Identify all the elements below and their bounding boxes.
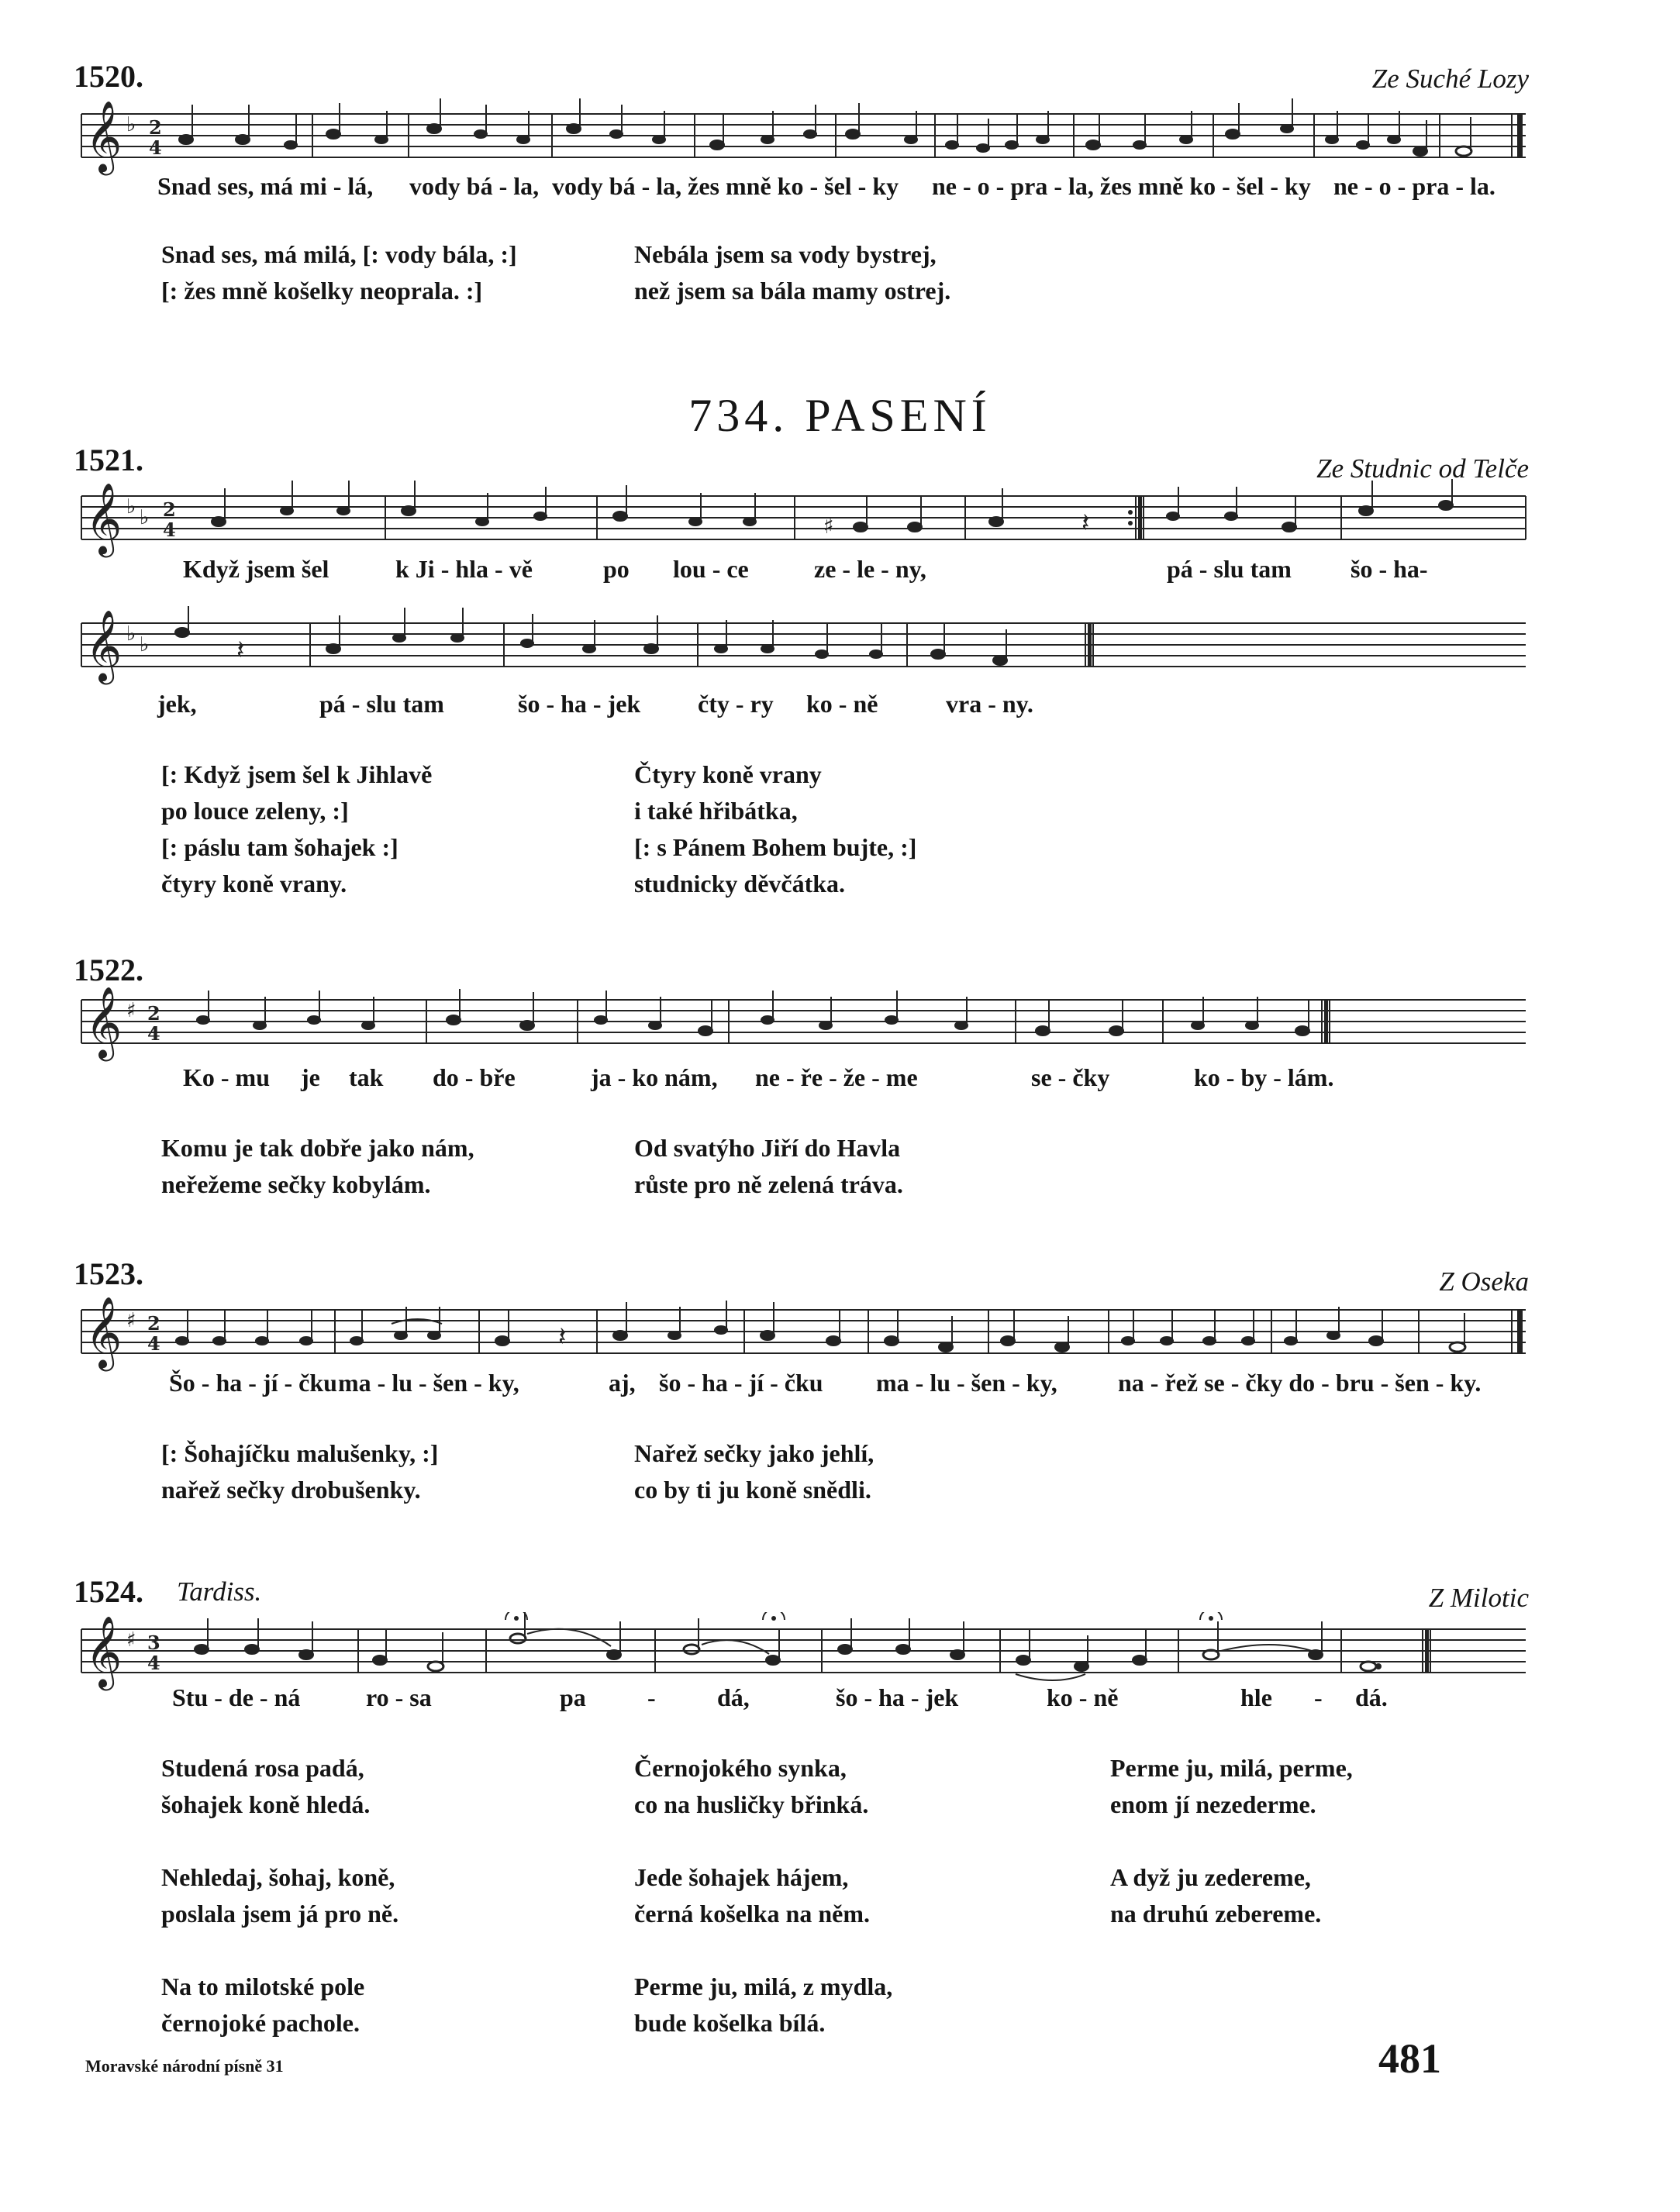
song-origin-1524: Z Milotic	[1428, 1583, 1529, 1613]
svg-text:𝄞: 𝄞	[85, 986, 122, 1058]
lyrics-1524-h: hle	[1240, 1683, 1272, 1711]
section-heading: 734. PASENÍ	[688, 390, 992, 441]
lyrics-1523-a: Šo - ha - jí - čku	[169, 1369, 337, 1397]
song-number-1522: 1522.	[74, 953, 143, 987]
lyrics-1520-e: ne - o - pra - la.	[1333, 172, 1495, 200]
svg-text:2: 2	[147, 1002, 160, 1025]
stanza-1522-1: Komu je tak dobře jako nám, neřežeme sečky kobylám.	[161, 1134, 474, 1198]
music-staff-1521-line2	[0, 606, 1680, 691]
svg-text:𝄞: 𝄞	[85, 1615, 122, 1687]
lyrics-1522-c: tak	[349, 1063, 384, 1091]
song-origin-1521: Ze Studnic od Telče	[1316, 453, 1529, 484]
svg-text:𝄽: 𝄽	[558, 1321, 567, 1352]
svg-text:♯: ♯	[126, 999, 136, 1022]
music-staff-1521-line1	[0, 479, 1680, 564]
svg-text:4: 4	[147, 1652, 160, 1674]
lyrics-1524-f: šo - ha - jek	[836, 1683, 959, 1711]
svg-text:♯: ♯	[126, 1628, 136, 1652]
lyrics-1522-b: je	[301, 1063, 320, 1091]
stanza-1524-3: Perme ju, milá, perme, enom jí nezederme. A dyž ju zedereme, na druhú zebereme.	[1110, 1754, 1353, 1928]
stanza-1522-2: Od svatýho Jiří do Havla růste pro ně zelená tráva.	[634, 1134, 903, 1198]
lyrics-1524-c: pa	[560, 1683, 586, 1711]
lyrics-1522-f: ne - ře - že - me	[755, 1063, 918, 1091]
stanza-1523-1: [: Šohajíčku malušenky, :] nařež sečky drobušenky.	[161, 1439, 439, 1504]
svg-text:♯: ♯	[126, 1309, 136, 1332]
svg-text:𝄞: 𝄞	[85, 482, 122, 554]
lyrics-1523-e: ma - lu - šen - ky,	[876, 1369, 1057, 1397]
stanza-1524-2: Černojokého synka, co na husličky břinká. Jede šohajek hájem, černá košelka na něm. Perme ju, milá, z mydla, bude košelka bílá.	[634, 1754, 893, 2037]
lyrics-1521-a: Když jsem šel	[183, 555, 329, 583]
svg-text:♭: ♭	[126, 495, 136, 519]
song-number-1521: 1521.	[74, 443, 143, 477]
stanza-1520-2: Nebála jsem sa vody bystrej, než jsem sa bála mamy ostrej.	[634, 240, 951, 305]
lyrics-1524-d: -	[647, 1683, 656, 1711]
lyrics-1524-b: ro - sa	[366, 1683, 432, 1711]
svg-text:𝄞: 𝄞	[85, 100, 122, 172]
lyrics-1522-g: se - čky	[1031, 1063, 1110, 1091]
stanza-1523-2: Nařež sečky jako jehlí, co by ti ju koně snědli.	[634, 1439, 874, 1504]
lyrics-1520-a: Snad ses, má mi - lá,	[157, 172, 374, 200]
lyrics-1524-e: dá,	[717, 1683, 750, 1711]
song-number-1520: 1520.	[74, 59, 143, 94]
lyrics-1521-i: pá - slu tam	[319, 690, 444, 718]
lyrics-1521-h: jek,	[157, 690, 197, 718]
lyrics-1523-f: na - řež se - čky do - bru - šen - ky.	[1118, 1369, 1482, 1397]
stanza-1524-1: Studená rosa padá, šohajek koně hledá. Nehledaj, šohaj, koně, poslala jsem já pro ně. Na to milotské pole černojoké pachole.	[161, 1754, 399, 2037]
svg-text:𝄽: 𝄽	[236, 635, 245, 666]
lyrics-1521-b: k Ji - hla - vě	[395, 555, 533, 583]
lyrics-1523-b: ma - lu - šen - ky,	[338, 1369, 519, 1397]
lyrics-1521-d: lou - ce	[673, 555, 749, 583]
tempo-marking-1524: Tardiss.	[177, 1576, 262, 1607]
footer-source: Moravské národní písně 31	[85, 2056, 284, 2076]
song-number-1523: 1523.	[74, 1256, 143, 1291]
music-staff-1520	[0, 97, 1680, 182]
svg-text:♯: ♯	[823, 513, 834, 539]
lyrics-1521-k: čty - ry	[698, 690, 774, 718]
lyrics-1523-d: šo - ha - jí - čku	[659, 1369, 823, 1397]
lyrics-1521-e: ze - le - ny,	[814, 555, 926, 583]
lyrics-1521-f: pá - slu tam	[1167, 555, 1292, 583]
stanza-1520-1: Snad ses, má milá, [: vody bála, :] [: žes mně košelky neoprala. :]	[161, 240, 517, 305]
svg-text:𝄞: 𝄞	[85, 1296, 122, 1368]
music-staff-1522	[0, 983, 1680, 1068]
lyrics-1520-c: vody bá - la, žes mně ko - šel - ky	[552, 172, 899, 200]
song-origin-1520: Ze Suché Lozy	[1371, 64, 1529, 94]
svg-text:4: 4	[163, 519, 176, 541]
lyrics-1521-m: vra - ny.	[946, 690, 1033, 718]
stanza-1521-2: Čtyry koně vrany i také hřibátka, [: s Pánem Bohem bujte, :] studnicky děvčátka.	[634, 760, 917, 898]
svg-text:𝄽: 𝄽	[1081, 508, 1090, 539]
svg-text:4: 4	[147, 1332, 160, 1355]
svg-text:2: 2	[163, 498, 176, 521]
lyrics-1520-b: vody bá - la,	[409, 172, 540, 200]
lyrics-1524-a: Stu - de - ná	[172, 1683, 301, 1711]
svg-text:2: 2	[147, 1312, 160, 1335]
lyrics-1521-g: šo - ha-	[1351, 555, 1428, 583]
lyrics-1524-j: dá.	[1355, 1683, 1388, 1711]
lyrics-1524-g: ko - ně	[1047, 1683, 1119, 1711]
svg-text:𝄞: 𝄞	[85, 609, 122, 681]
song-origin-1523: Z Oseka	[1439, 1266, 1529, 1297]
svg-text:♭: ♭	[126, 622, 136, 646]
svg-text:2: 2	[149, 116, 162, 139]
svg-text:4: 4	[147, 1022, 160, 1045]
song-number-1524: 1524.	[74, 1574, 143, 1609]
svg-text:♭: ♭	[126, 113, 136, 136]
lyrics-1521-l: ko - ně	[806, 690, 878, 718]
music-staff-1523	[0, 1293, 1680, 1378]
lyrics-1521-j: šo - ha - jek	[518, 690, 641, 718]
lyrics-1523-c: aj,	[609, 1369, 636, 1397]
stanza-1521-1: [: Když jsem šel k Jihlavě po louce zeleny, :] [: páslu tam šohajek :] čtyry koně vrany.	[161, 760, 433, 898]
page-number: 481	[1378, 2035, 1441, 2082]
svg-text:3: 3	[147, 1631, 160, 1654]
svg-text:♭: ♭	[140, 506, 150, 529]
lyrics-1522-h: ko - by - lám.	[1194, 1063, 1334, 1091]
lyrics-1522-e: ja - ko nám,	[591, 1063, 718, 1091]
svg-text:♭: ♭	[140, 633, 150, 656]
lyrics-1524-i: -	[1314, 1683, 1323, 1711]
svg-text:4: 4	[149, 136, 162, 159]
lyrics-1521-c: po	[603, 555, 630, 583]
lyrics-1520-d: ne - o - pra - la, žes mně ko - šel - ky	[932, 172, 1311, 200]
lyrics-1522-a: Ko - mu	[183, 1063, 270, 1091]
lyrics-1522-d: do - bře	[433, 1063, 516, 1091]
